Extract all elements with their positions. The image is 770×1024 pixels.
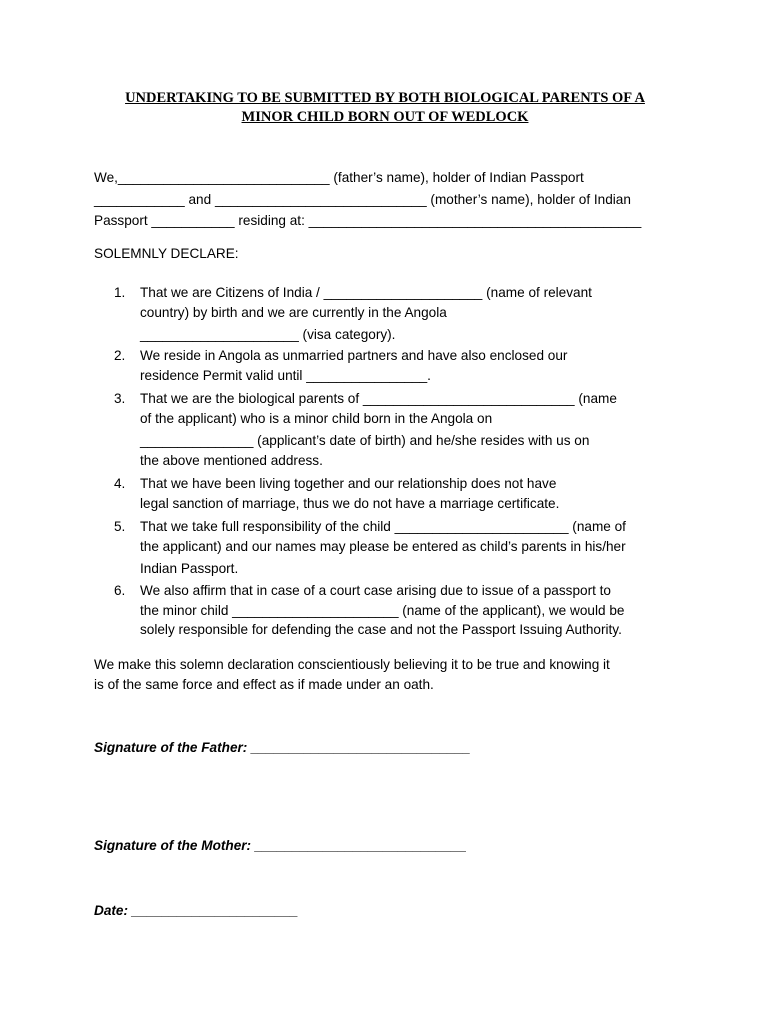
closing-line-1: We make this solemn declaration conscientiously believing it to be true and knowing it (94, 657, 610, 672)
item-line: That we have been living together and our relationship does not have (140, 476, 557, 491)
item-line: Indian Passport. (140, 561, 239, 576)
item-line: _______________ (applicant’s date of birth) and he/she resides with us on (140, 433, 590, 448)
title-line-2: MINOR CHILD BORN OUT OF WEDLOCK (241, 109, 529, 125)
intro-line-1: We,____________________________ (father’s name), holder of Indian Passport (94, 170, 584, 185)
item-line: We reside in Angola as unmarried partners and have also enclosed our (140, 348, 568, 363)
father-signature-field[interactable]: Signature of the Father: _____________________________ (94, 740, 471, 755)
item-line: of the applicant) who is a minor child born in the Angola on (140, 410, 493, 426)
date-field[interactable]: Date: ______________________ (94, 903, 299, 918)
item-line: country) by birth and we are currently in the Angola (140, 304, 447, 320)
item-number: 5. (114, 519, 126, 534)
item-line: That we are the biological parents of ____________________________ (name (140, 391, 617, 406)
item-line: We also affirm that in case of a court case arising due to issue of a passport to (140, 583, 611, 598)
declare-heading: SOLEMNLY DECLARE: (94, 246, 239, 261)
title-line-1: UNDERTAKING TO BE SUBMITTED BY BOTH BIOLOGICAL PARENTS OF A (125, 90, 645, 106)
document-title (80, 89, 690, 127)
item-line: the applicant) and our names may please be entered as child’s parents in his/her (140, 538, 626, 554)
item-line: That we are Citizens of India / _____________________ (name of relevant (140, 285, 592, 300)
declaration-item (114, 283, 674, 345)
mother-signature-field[interactable]: Signature of the Mother: ____________________________ (94, 838, 467, 853)
item-line: the above mentioned address. (140, 452, 323, 468)
item-number: 6. (114, 583, 126, 598)
item-number: 3. (114, 391, 126, 406)
item-line: That we take full responsibility of the child _______________________ (name of (140, 519, 626, 534)
intro-line-2: ____________ and ____________________________ (mother’s name), holder of Indian (94, 192, 631, 207)
intro-line-3: Passport ___________ residing at: ____________________________________________ (94, 213, 642, 228)
item-number: 1. (114, 285, 126, 300)
declaration-item (114, 517, 674, 579)
item-line: the minor child ______________________ (name of the applicant), we would be (140, 602, 625, 618)
item-line: solely responsible for defending the case and not the Passport Issuing Authority. (140, 622, 622, 637)
declaration-item (114, 346, 674, 385)
declaration-item (114, 581, 674, 640)
item-number: 4. (114, 476, 126, 491)
item-line: residence Permit valid until ________________. (140, 367, 431, 383)
closing-line-2: is of the same force and effect as if made under an oath. (94, 677, 434, 692)
item-line: _____________________ (visa category). (140, 327, 396, 342)
item-line: legal sanction of marriage, thus we do not have a marriage certificate. (140, 495, 560, 511)
declaration-item (114, 474, 674, 513)
item-number: 2. (114, 348, 126, 363)
declaration-item (114, 389, 674, 470)
